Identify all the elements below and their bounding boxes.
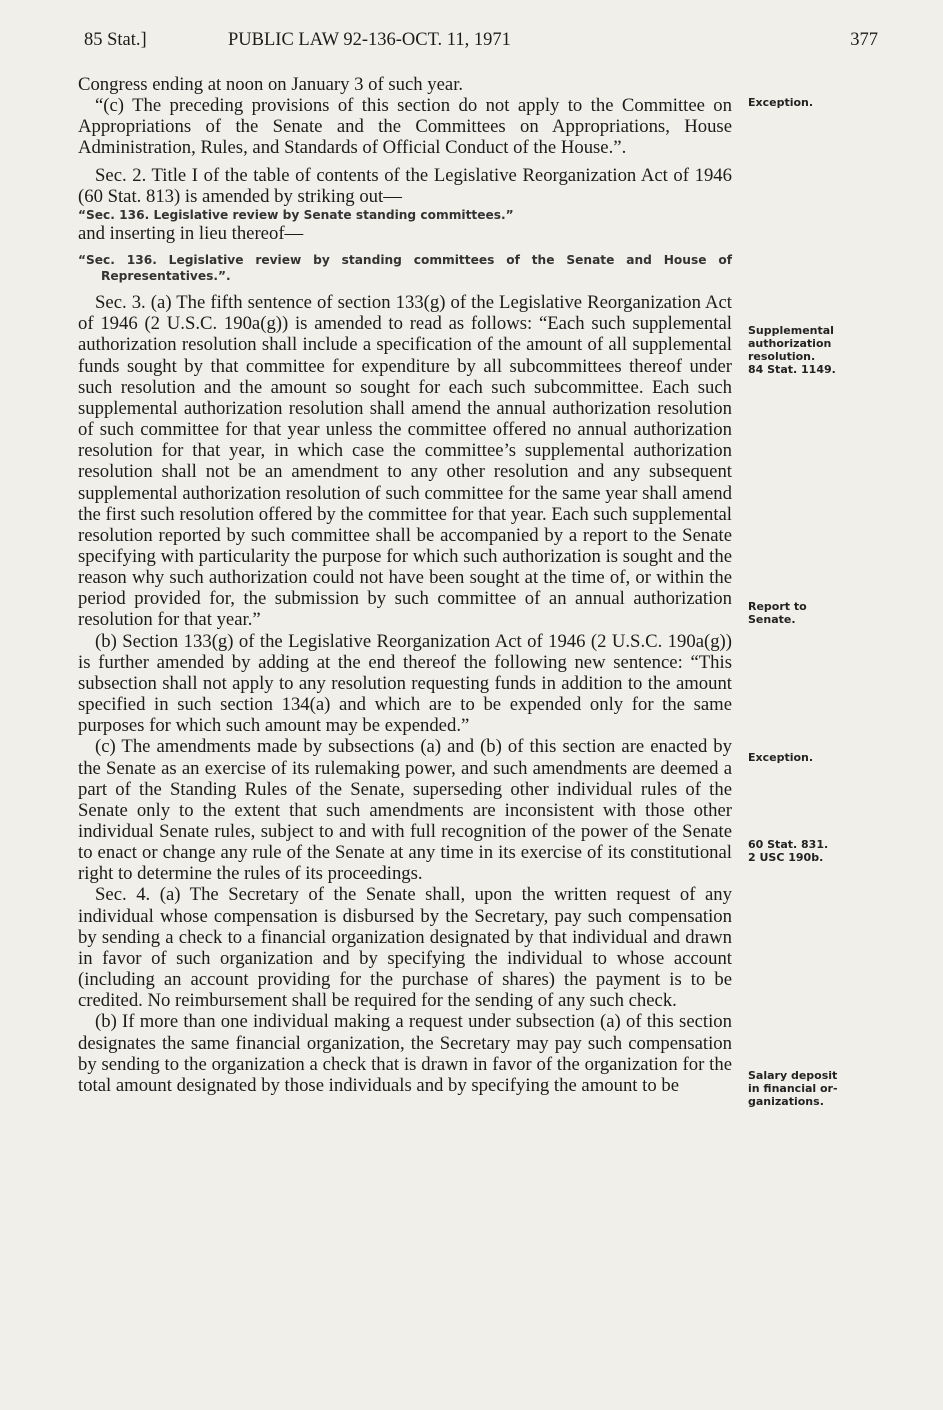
paragraph: “(c) The preceding provisions of this section do not apply to the Committee on Appropriations of the Senate and the Committees on Appropriations, House Administration, Rules, and Standards of Official Conduct of the House.”. bbox=[78, 95, 732, 159]
page-number: 377 bbox=[850, 30, 878, 50]
margin-note-report-to-senate: Report to Senate. bbox=[748, 600, 807, 626]
margin-note-exception: Exception. bbox=[748, 96, 814, 109]
statute-volume: 85 Stat.] bbox=[84, 30, 147, 50]
paragraph: (b) If more than one individual making a request under subsection (a) of this section designates the same financial organization, the Secretary may pay such compensation by sending to the organization a check that is drawn in favor of the organization for the total amount designated by those individuals and by specifying the amount to be bbox=[78, 1011, 732, 1096]
paragraph: Sec. 2. Title I of the table of contents of the Legislative Reorganization Act of 1946 (60 Stat. 813) is amended by striking out— bbox=[78, 164, 732, 207]
paragraph: (c) The amendments made by subsections (a) and (b) of this section are enacted by the Senate as an exercise of its rulemaking power, and such amendments are deemed a part of the Standing Rules of the Senate, superseding other individual rules of the Senate only to the extent that such amendments are inconsistent with those other individual Senate rules, subject to and with full recognition of the power of the Senate to enact or change any rule of the Senate at any time in its exercise of its constitutional right to determine the rules of its proceedings. bbox=[78, 736, 732, 885]
quoted-heading: “Sec. 136. Legislative review by Senate standing committees.” bbox=[78, 207, 514, 222]
paragraph: and inserting in lieu thereof— bbox=[78, 222, 304, 244]
paragraph: (b) Section 133(g) of the Legislative Reorganization Act of 1946 (2 U.S.C. 190a(g)) is further amended by adding at the end thereof the following new sentence: “This subsection shall not apply to any resolution requesting funds in addition to the amount specified in such section 134(a) and which are to be expended only for the same purposes for which such amount may be expended.” bbox=[78, 630, 732, 737]
margin-note-supplemental-authorization: Supplemental authorization resolution. 84 Stat. 1149. bbox=[748, 324, 836, 376]
main-text bbox=[78, 74, 732, 1096]
margin-note-exception: Exception. bbox=[748, 751, 814, 764]
quoted-heading: “Sec. 136. Legislative review by standing committees of the Senate and House of Representatives.”. bbox=[78, 253, 732, 284]
paragraph: Sec. 3. (a) The fifth sentence of section 133(g) of the Legislative Reorganization Act of 1946 (2 U.S.C. 190a(g)) is amended to read as follows: “Each such supplemental authorization resolution shall include a specification of the amount of all supplemental funds sought by that committee for expenditure by all subcommittees thereof under such resolution and the amount so sought for each such subcommittee. Each such supplemental authorization resolution shall amend the annual authorization resolution of such committee for that year unless the committee offered no annual authorization resolution for that year, in which case the committee’s supplemental authorization resolution shall not be an amendment to any other resolution and any subsequent supplemental authorization resolution of such committee for the same year shall amend the first such resolution offered by the committee for that year. Each such supplemental resolution reported by such committee shall be accompanied by a report to the Senate specifying with particularity the purpose for which such authorization is sought and the reason why such authorization could not have been sought at the time of, or within the period provided for, the submission by such committee of an annual authorization resolution for that year.” bbox=[78, 292, 732, 631]
running-header bbox=[84, 30, 878, 54]
public-law-title: PUBLIC LAW 92-136-OCT. 11, 1971 bbox=[228, 30, 511, 50]
margin-note-statute-citation: 60 Stat. 831. 2 USC 190b. bbox=[748, 838, 829, 864]
margin-note-salary-deposit: Salary deposit in financial or- ganizations. bbox=[748, 1069, 838, 1108]
paragraph: Congress ending at noon on January 3 of such year. bbox=[78, 74, 464, 95]
paragraph: Sec. 4. (a) The Secretary of the Senate shall, upon the written request of any individual whose compensation is disbursed by the Secretary, pay such compensation by sending a check to a financial organization designated by that individual and drawn in favor of such organization and by specifying the individual to whose account (including an account providing for the purchase of shares) the payment is to be credited. No reimbursement shall be required for the sending of any such check. bbox=[78, 884, 732, 1012]
